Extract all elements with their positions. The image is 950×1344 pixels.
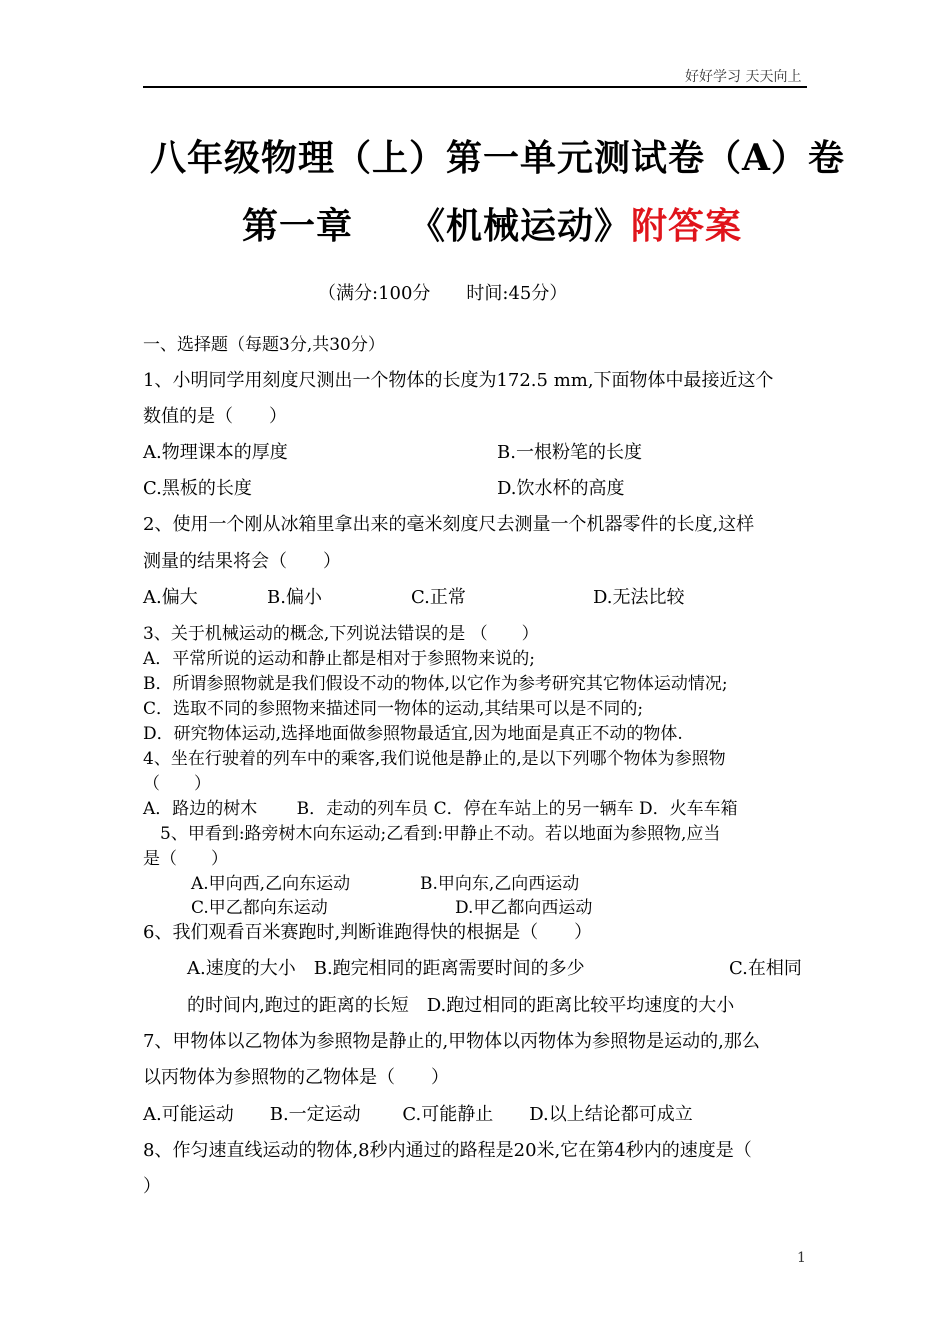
q5-option-b: B.甲向东,乙向西运动 xyxy=(420,874,580,894)
q3-stem: 3、关于机械运动的概念,下列说法错误的是 （ ） xyxy=(143,624,539,644)
q7-options: A.可能运动 B.一定运动 C.可能静止 D.以上结论都可成立 xyxy=(143,1104,693,1125)
q3-option-b: B．所谓参照物就是我们假设不动的物体,以它作为参考研究其它物体运动情况; xyxy=(143,674,728,694)
q5-option-a: A.甲向西,乙向东运动 xyxy=(191,874,351,894)
q2-option-d: D.无法比较 xyxy=(593,587,685,608)
q8-stem-line1: 8、作匀速直线运动的物体,8秒内通过的路程是20米,它在第4秒内的速度是（ xyxy=(143,1140,752,1161)
page-title: 八年级物理（上）第一单元测试卷（A）卷 xyxy=(150,137,845,179)
header-rule xyxy=(143,86,807,88)
q1-option-a: A.物理课本的厚度 xyxy=(143,442,288,463)
q6-option-c-start: C.在相同 xyxy=(729,958,802,979)
q5-stem-line2: 是（ ） xyxy=(143,849,228,869)
q2-stem-line2: 测量的结果将会（ ） xyxy=(143,551,341,572)
q3-option-d: D．研究物体运动,选择地面做参照物最适宜,因为地面是真正不动的物体. xyxy=(143,724,683,744)
q7-stem-line1: 7、甲物体以乙物体为参照物是静止的,甲物体以丙物体为参照物是运动的,那么 xyxy=(143,1031,760,1052)
q5-option-d: D.甲乙都向西运动 xyxy=(455,898,593,918)
q1-option-c: C.黑板的长度 xyxy=(143,478,252,499)
q6-options-ab: A.速度的大小 B.跑完相同的距离需要时间的多少 xyxy=(187,958,585,979)
q1-option-b: B.一根粉笔的长度 xyxy=(497,442,642,463)
chapter-title-main: 第一章 《机械运动》 xyxy=(242,205,632,247)
q4-stem-line1: 4、坐在行驶着的列车中的乘客,我们说他是静止的,是以下列哪个物体为参照物 xyxy=(143,749,726,769)
chapter-title xyxy=(242,198,742,249)
q5-stem-line1: 5、甲看到:路旁树木向东运动;乙看到:甲静止不动。若以地面为参照物,应当 xyxy=(160,824,721,844)
q2-option-a: A.偏大 xyxy=(143,587,198,608)
q5-option-c: C.甲乙都向东运动 xyxy=(191,898,328,918)
q4-options: A．路边的树木 B．走动的列车员 C．停在车站上的另一辆车 D．火车车箱 xyxy=(143,799,738,819)
q2-option-b: B.偏小 xyxy=(267,587,322,608)
q2-option-c: C.正常 xyxy=(411,587,466,608)
exam-meta: （满分:100分 时间:45分） xyxy=(318,283,568,304)
q1-stem-line1: 1、小明同学用刻度尺测出一个物体的长度为172.5 mm,下面物体中最接近这个 xyxy=(143,370,774,391)
q7-stem-line2: 以丙物体为参照物的乙物体是（ ） xyxy=(143,1067,449,1088)
section-heading: 一、选择题（每题3分,共30分） xyxy=(143,335,385,355)
q3-option-c: C．选取不同的参照物来描述同一物体的运动,其结果可以是不同的; xyxy=(143,699,644,719)
page-number: 1 xyxy=(797,1250,806,1266)
q2-stem-line1: 2、使用一个刚从冰箱里拿出来的毫米刻度尺去测量一个机器零件的长度,这样 xyxy=(143,514,755,535)
q6-options-cd: 的时间内,跑过的距离的长短 D.跑过相同的距离比较平均速度的大小 xyxy=(187,995,735,1016)
q1-stem-line2: 数值的是（ ） xyxy=(143,406,287,427)
q8-stem-line2: ） xyxy=(143,1176,161,1197)
q3-option-a: A．平常所说的运动和静止都是相对于参照物来说的; xyxy=(143,649,536,669)
q4-stem-line2: （ ） xyxy=(143,774,211,794)
q1-option-d: D.饮水杯的高度 xyxy=(497,478,625,499)
q6-stem: 6、我们观看百米赛跑时,判断谁跑得快的根据是（ ） xyxy=(143,922,593,943)
page-header-text: 好好学习 天天向上 xyxy=(685,69,802,85)
answer-key-tag: 附答案 xyxy=(631,205,743,247)
